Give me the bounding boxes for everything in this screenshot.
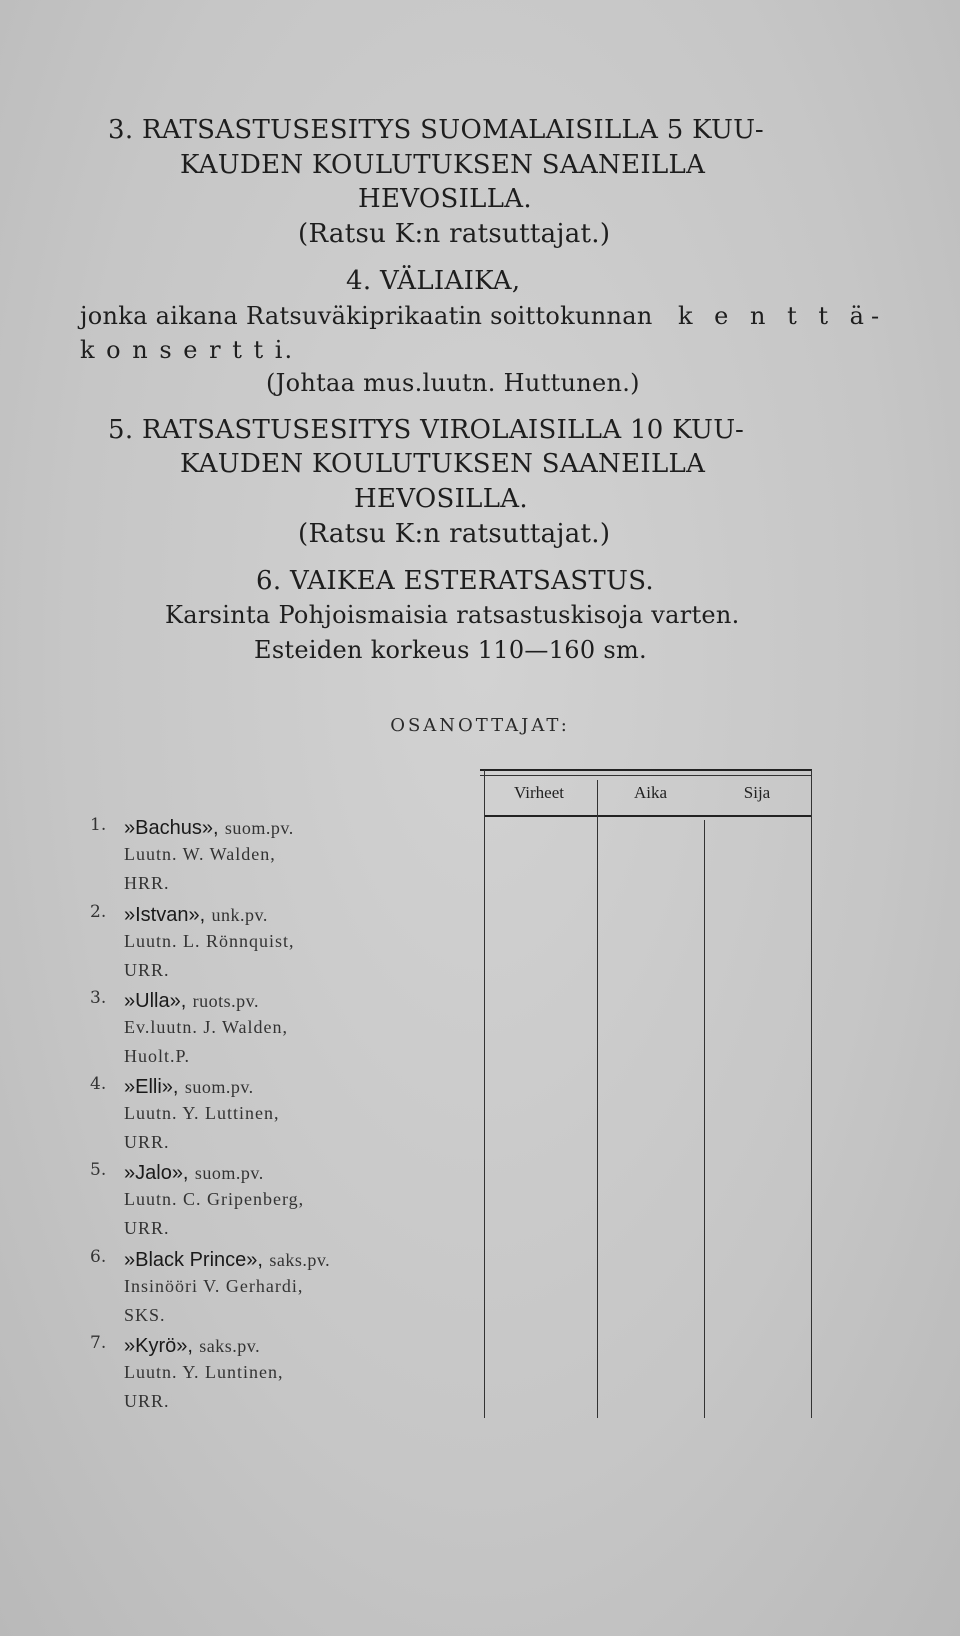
horse-name: »Jalo», (124, 1162, 189, 1184)
rider-name: Luutn. L. Rönnquist, (124, 931, 295, 951)
rider-name: Luutn. Y. Luttinen, (124, 1103, 280, 1123)
entry-number: 5. (90, 1160, 107, 1180)
rider-unit: URR. (124, 1391, 170, 1411)
table-col-line-1 (484, 770, 485, 1418)
horse-name: »Kyrö», (124, 1335, 193, 1357)
participants-heading: OSANOTTAJAT: (390, 715, 570, 736)
section4-title: 4. VÄLIAIKA, (346, 266, 521, 296)
entry-number: 7. (90, 1333, 107, 1353)
horse-name: »Elli», (124, 1076, 179, 1098)
section6-title: 6. VAIKEA ESTERATSASTUS. (256, 566, 654, 596)
entry-number: 2. (90, 902, 107, 922)
horse-breed: unk.pv. (211, 905, 268, 925)
section5-line2: KAUDEN KOULUTUKSEN SAANEILLA (180, 449, 706, 479)
section3-line3: HEVOSILLA. (358, 184, 532, 214)
section3-line1: 3. RATSASTUSESITYS SUOMALAISILLA 5 KUU- (108, 115, 765, 145)
table-col-line-4 (811, 770, 812, 1418)
table-col-line-2 (597, 780, 598, 1418)
rider-name: Luutn. Y. Luntinen, (124, 1362, 284, 1382)
section5-line1: 5. RATSASTUSESITYS VIROLAISILLA 10 KUU- (108, 415, 745, 445)
header-aika: Aika (633, 783, 668, 802)
table-top-rule (480, 769, 812, 771)
entry-number: 3. (90, 988, 107, 1008)
section3-line2: KAUDEN KOULUTUKSEN SAANEILLA (180, 150, 706, 180)
rider-unit: URR. (124, 960, 170, 980)
header-virheet: Virheet (514, 783, 564, 802)
rider-unit: Huolt.P. (124, 1046, 191, 1066)
rider-name: Luutn. W. Walden, (124, 844, 276, 864)
rider-unit: SKS. (124, 1305, 166, 1325)
header-sija: Sija (743, 783, 771, 802)
rider-unit: URR. (124, 1218, 170, 1238)
rider-unit: HRR. (124, 873, 170, 893)
entry-number: 4. (90, 1074, 107, 1094)
section6-line2: Esteiden korkeus 110—160 sm. (254, 636, 647, 664)
table-top-rule-thin (480, 775, 812, 776)
section5-riders: (Ratsu K:n ratsuttajat.) (298, 519, 611, 549)
table-col-line-3 (704, 820, 705, 1418)
horse-name: »Ulla», (124, 990, 187, 1012)
section4-line1a: jonka aikana Ratsuväkiprikaatin soittokunnan (80, 302, 653, 330)
rider-name: Insinööri V. Gerhardi, (124, 1276, 304, 1296)
rider-name: Luutn. C. Gripenberg, (124, 1189, 305, 1209)
section5-line3: HEVOSILLA. (354, 484, 528, 514)
horse-breed: suom.pv. (194, 1163, 264, 1183)
horse-breed: suom.pv. (224, 818, 294, 838)
horse-breed: saks.pv. (199, 1336, 261, 1356)
table-header-rule (484, 815, 812, 817)
section4-line1b: k e n t t ä- (678, 302, 887, 330)
section3-riders: (Ratsu K:n ratsuttajat.) (298, 219, 611, 249)
entry-number: 6. (90, 1247, 107, 1267)
section4-conductor: (Johtaa mus.luutn. Huttunen.) (266, 369, 640, 397)
entry-number: 1. (90, 815, 107, 835)
horse-breed: suom.pv. (184, 1077, 254, 1097)
horse-name: »Istvan», (124, 904, 206, 926)
rider-unit: URR. (124, 1132, 170, 1152)
horse-breed: saks.pv. (269, 1250, 331, 1270)
horse-breed: ruots.pv. (192, 991, 259, 1011)
section4-line2: k o n s e r t t i. (80, 336, 295, 364)
horse-name: »Black Prince», (124, 1249, 263, 1271)
rider-name: Ev.luutn. J. Walden, (124, 1017, 289, 1037)
section6-line1: Karsinta Pohjoismaisia ratsastuskisoja varten. (165, 601, 740, 629)
horse-name: »Bachus», (124, 817, 219, 839)
